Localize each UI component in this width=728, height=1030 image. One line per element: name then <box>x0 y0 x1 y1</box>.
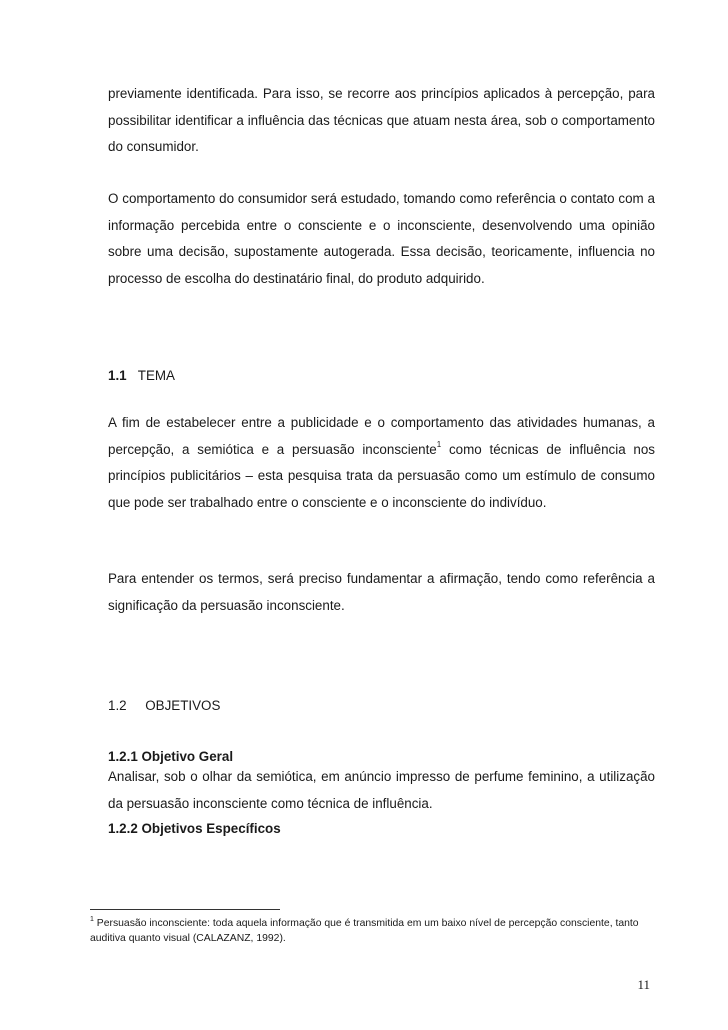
heading-objetivo-geral-text: 1.2.1 Objetivo Geral <box>108 749 234 764</box>
footnote-separator <box>90 909 280 910</box>
footnote-marker: 1 <box>90 915 94 923</box>
heading-objetivos <box>108 696 220 716</box>
paragraph-terms: Para entender os termos, será preciso fundamentar a afirmação, tendo como referência a significação da persuasão inconsciente. <box>108 571 655 613</box>
footnote <box>90 917 650 946</box>
paragraph-objetivo-geral: Analisar, sob o olhar da semiótica, em anúncio impresso de perfume feminino, a utilização da persuasão inconsciente como técnica de influência. <box>108 769 655 811</box>
paragraph-intro: previamente identificada. Para isso, se recorre aos princípios aplicados à percepção, para possibilitar identificar a influência das técnicas que atuam nesta área, sob o comportamento do consumidor. <box>108 86 655 155</box>
heading-objetivos-number: 1.2 <box>108 698 127 713</box>
paragraph-tema <box>108 410 655 516</box>
paragraph-tema-part-a: A fim de estabelecer entre a publicidade e o comportamento das atividades humanas, a percepção, a semiótica e a persuasão inconsciente <box>108 415 655 457</box>
heading-objetivos-label: OBJETIVOS <box>145 698 221 713</box>
heading-objetivos-especificos-text: 1.2.2 Objetivos Específicos <box>108 821 281 836</box>
footnote-text: Persuasão inconsciente: toda aquela informação que é transmitida em um baixo nível de percepção consciente, tanto auditiva quanto visual (CALAZANZ, 1992). <box>90 918 639 944</box>
page-number: 11 <box>637 977 650 992</box>
heading-objetivos-especificos <box>108 819 281 839</box>
heading-tema <box>108 366 175 386</box>
heading-tema-number: 1.1 <box>108 368 127 383</box>
heading-tema-label: TEMA <box>137 368 175 383</box>
footnote-reference: 1 <box>436 440 442 450</box>
paragraph-tema-part-b: como técnicas de influência nos princípios publicitários – esta pesquisa trata da persuasão como um estímulo de consumo que pode ser trabalhado entre o consciente e o inconsciente do indivíduo. <box>108 441 656 510</box>
paragraph-consumer-behavior: O comportamento do consumidor será estudado, tomando como referência o contato com a informação percebida entre o consciente e o inconsciente, desenvolvendo uma opinião sobre uma decisão, supostamente autogerada. Essa decisão, teoricamente, influencia no processo de escolha do destinatário final, do produto adquirido. <box>108 191 655 286</box>
